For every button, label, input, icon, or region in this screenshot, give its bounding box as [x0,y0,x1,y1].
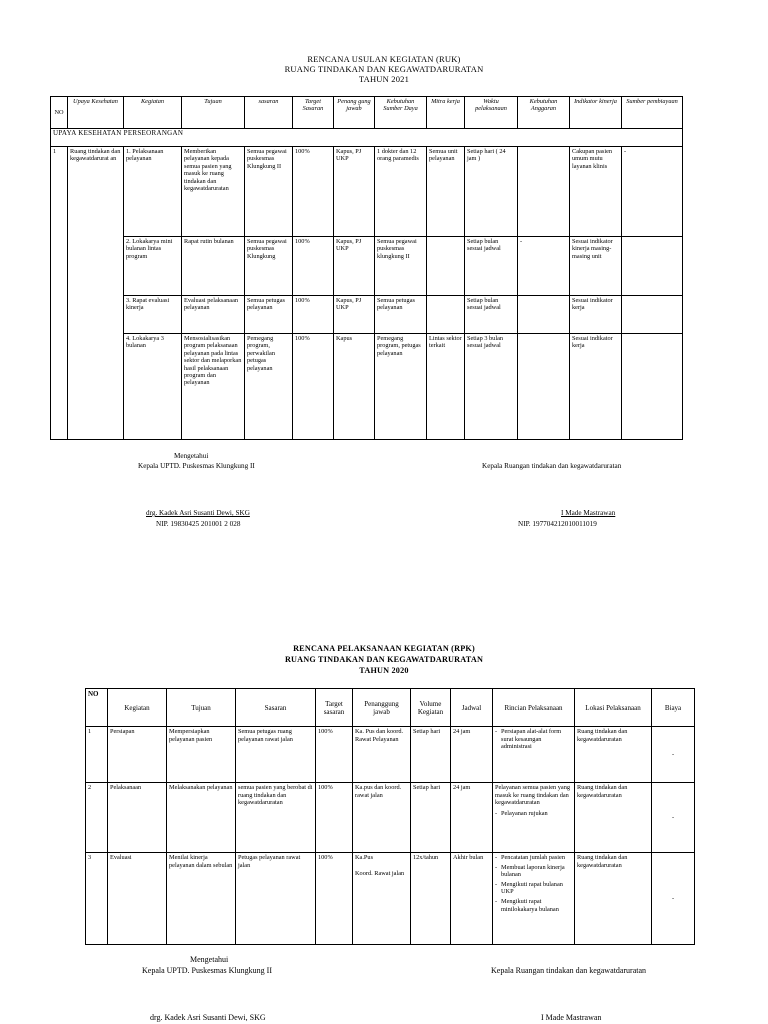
list-item: - Mengikuti rapat bulanan UKP [501,881,572,896]
ruk-cell-tujuan: Memberikan pelayanan kepada semua pasien yang masuk ke ruang tindakan dan kegawatdaruratan [182,147,245,237]
rpk-header-volume: Volume Kegiatan [411,689,451,727]
rpk-header-kegiatan: Kegiatan [108,689,167,727]
ruk-cell-kegiatan: 2. Lokakarya mini bulanan lintas program [124,237,182,296]
rpk-cell-biaya: - [652,727,695,783]
rpk-cell-pj [353,853,411,945]
rpk-cell-kegiatan: Evaluasi [108,853,167,945]
rpk-table [85,688,695,945]
ruk-cell-tujuan: Rapat rutin bulanan [182,237,245,296]
rpk-cell-no: 3 [86,853,108,945]
rpk-cell-tujuan: Melaksanakan pelayanan [167,783,236,853]
ruk-cell-anggaran [518,334,570,440]
ruk-cell-mitra [427,237,465,296]
ruk-header-sasaran: sasaran [245,97,293,129]
ruk-cell-mitra [427,296,465,334]
ruk-upaya: Ruang tindakan dan kegawatdarurat an [68,147,124,440]
ruk-left-nip: NIP. 19830425 201001 2 028 [156,520,241,528]
ruk-right-name: I Made Mastrawan [561,509,616,517]
ruk-cell-pembiayaan: - [622,147,683,237]
rpk-header-sasaran: Sasaran [236,689,316,727]
rpk-title-line3: TAHUN 2020 [359,666,409,675]
ruk-left-title: Kepala UPTD. Puskesmas Klungkung II [138,462,255,470]
rpk-right-title: Kepala Ruangan tindakan dan kegawatdaruratan [491,966,647,975]
rpk-title-line1: RENCANA PELAKSANAAN KEGIATAN (RPK) [293,644,475,653]
ruk-cell-target: 100% [293,296,334,334]
rpk-right-name: I Made Mastrawan [541,1013,602,1022]
rpk-pj-line1: Ka.Pus [355,854,374,861]
ruk-cell-waktu: Setiap hari ( 24 jam ) [465,147,518,237]
ruk-cell-indikator: Sesuai indikator kerja [570,296,622,334]
rpk-header-no: NO [86,689,108,727]
table-row [86,783,695,853]
ruk-cell-tujuan: Evaluasi pelaksanaan pelayanan [182,296,245,334]
ruk-cell-pj: Kapus, PJ UKP [334,237,375,296]
ruk-cell-sasaran: Pemegang program, perwakilan petugas pelayanan [245,334,293,440]
ruk-cell-waktu: Setiap bulan sesuai jadwal [465,296,518,334]
ruk-right-nip: NIP. 197704212010011019 [518,520,597,528]
ruk-title-line2: RUANG TINDAKAN DAN KEGAWATDARURATAN [284,64,484,74]
rpk-mengetahui: Mengetahui [190,955,229,964]
list-item: - Membuat laporan kinerja bulanan [501,864,572,879]
ruk-right-title: Kepala Ruangan tindakan dan kegawatdaruratan [482,462,622,470]
ruk-cell-mitra: Semua unit pelayanan [427,147,465,237]
rpk-cell-lokasi: Ruang tindakan dan kegawatdaruratan [575,783,652,853]
list-item: - Pencatatan jumlah pasien [501,854,572,862]
ruk-cell-pj: Kapus, PJ UKP [334,147,375,237]
rpk-cell-lokasi: Ruang tindakan dan kegawatdaruratan [575,727,652,783]
ruk-title-line1: RENCANA USULAN KEGIATAN (RUK) [307,54,461,64]
rpk-cell-no: 2 [86,783,108,853]
rpk-cell-rincian [493,783,575,853]
ruk-header-tujuan: Tujuan [182,97,245,129]
rpk-cell-target: 100% [316,783,353,853]
ruk-cell-pj: Kapus, PJ UKP [334,296,375,334]
rpk-cell-sasaran: Petugas pelayanan rawat jalan [236,853,316,945]
rpk-header-rincian: Rincian Pelaksanaan [493,689,575,727]
rpk-cell-kegiatan: Persiapan [108,727,167,783]
rpk-cell-tujuan: Mempersiapkan pelayanan pasien [167,727,236,783]
rpk-cell-sasaran: semua pasien yang berobat di ruang tindakan dan kegawatdaruratan [236,783,316,853]
ruk-cell-pembiayaan [622,334,683,440]
ruk-section-label: UPAYA KESEHATAN PERSEORANGAN [51,129,683,147]
ruk-cell-sumber: Semua petugas pelayanan [375,296,427,334]
rpk-cell-no: 1 [86,727,108,783]
rpk-cell-target: 100% [316,727,353,783]
ruk-cell-indikator: Sesuai indikator kerja [570,334,622,440]
ruk-cell-mitra: Lintas sektor terkait [427,334,465,440]
ruk-cell-sumber: Semua pegawai puskesmas klungkung II [375,237,427,296]
ruk-cell-kegiatan: 3. Rapat evaluasi kinerja [124,296,182,334]
list-item: - Persiapan alat-alat form surat kesaungan administrasi [501,728,572,751]
rpk-cell-rincian [493,853,575,945]
rpk-left-title: Kepala UPTD. Puskesmas Klungkung II [142,966,272,975]
ruk-header-pj: Penang gung jawab [334,97,375,129]
ruk-cell-tujuan: Mensosialisasikan program pelaksanaan pelayanan pada lintas sektor dan melaporkan hasil pelaksanaan program dan pelayanan [182,334,245,440]
ruk-cell-kegiatan: 1. Pelaksanaan pelayanan [124,147,182,237]
rpk-cell-tujuan: Menilai kinerja pelayanan dalam sebulan [167,853,236,945]
ruk-header-no: NO [51,97,68,129]
ruk-section-row [51,129,683,147]
rpk-rincian-list [495,810,572,818]
rpk-cell-volume: 12x/tahun [411,853,451,945]
rpk-rincian-list [495,854,572,913]
ruk-cell-target: 100% [293,147,334,237]
rpk-header-pj: Penanggung jawab [353,689,411,727]
ruk-cell-sumber: 1 dokter dan 12 orang paramedis [375,147,427,237]
ruk-header-sumber-daya: Kebutuhan Sumber Daya [375,97,427,129]
table-row [51,334,683,440]
rpk-cell-pj: Ka.pus dan koord. rawat jalan [353,783,411,853]
rpk-cell-biaya: - [652,783,695,853]
ruk-cell-sumber: Pemegang program, petugas pelayanan [375,334,427,440]
ruk-header-upaya: Upaya Kesehatan [68,97,124,129]
ruk-header-indikator: Indikator kinerja [570,97,622,129]
ruk-header-mitra: Mitra kerja [427,97,465,129]
rpk-header-jadwal: Jadwal [451,689,493,727]
rpk-rincian-list [495,728,572,751]
ruk-header-target: Target Sasaran [293,97,334,129]
rpk-cell-target: 100% [316,853,353,945]
rpk-cell-rincian [493,727,575,783]
rpk-header-biaya: Biaya [652,689,695,727]
ruk-header-pembiayaan: Sumber pembiayaan [622,97,683,129]
ruk-cell-sasaran: Semua pegawai puskesmas Klungkung II [245,147,293,237]
rpk-cell-biaya: - [652,853,695,945]
ruk-left-name: drg. Kadek Asri Susanti Dewi, SKG [146,509,250,517]
rpk-title-line2: RUANG TINDAKAN DAN KEGAWATDARURATAN [284,655,484,664]
list-item: - Pelayanan rujukan [501,810,572,818]
table-row [51,296,683,334]
ruk-cell-sasaran: Semua pegawai puskesmas Klungkung [245,237,293,296]
rpk-cell-kegiatan: Pelaksanaan [108,783,167,853]
ruk-cell-indikator: Cakupan pasien umum mutu layanan klinis [570,147,622,237]
ruk-title-line3: TAHUN 2021 [358,74,410,84]
ruk-cell-waktu: Setiap bulan sesuai jadwal [465,237,518,296]
rpk-cell-volume: Setiap hari [411,783,451,853]
ruk-cell-target: 100% [293,334,334,440]
rpk-left-name: drg. Kadek Asri Susanti Dewi, SKG [150,1013,266,1022]
rpk-header-tujuan: Tujuan [167,689,236,727]
ruk-cell-anggaran [518,147,570,237]
ruk-cell-kegiatan: 4. Lokakarya 3 bulanan [124,334,182,440]
list-item: - Mengikuti rapat minilokakarya bulanan [501,898,572,913]
ruk-cell-pembiayaan [622,296,683,334]
rpk-cell-jadwal: Akhir bulan [451,853,493,945]
rpk-header-lokasi: Lokasi Pelaksanaan [575,689,652,727]
ruk-cell-anggaran: - [518,237,570,296]
rpk-cell-pj: Ka. Pus dan koord. Rawat Pelayanan [353,727,411,783]
ruk-cell-pembiayaan [622,237,683,296]
ruk-cell-target: 100% [293,237,334,296]
ruk-header-anggaran: Kebutuhan Anggaran [518,97,570,129]
rpk-rincian-text: Pelayanan semua pasien yang masuk ke ruang tindakan dan kegawatdaruratan [495,784,571,807]
rpk-header-target: Target sasaran [316,689,353,727]
ruk-header-row [51,97,683,129]
table-row [86,853,695,945]
ruk-no: 1 [51,147,68,440]
table-row [51,147,683,237]
ruk-header-waktu: Waktu pelaksanaan [465,97,518,129]
ruk-header-kegiatan: Kegiatan [124,97,182,129]
rpk-cell-jadwal: 24 jam [451,783,493,853]
table-row [51,237,683,296]
rpk-cell-volume: Setiap hari [411,727,451,783]
rpk-cell-jadwal: 24 jam [451,727,493,783]
ruk-table [50,96,683,440]
ruk-cell-sasaran: Semua petugas pelayanan [245,296,293,334]
ruk-mengetahui: Mengetahui [174,452,209,460]
ruk-cell-indikator: Sesuai indikator kinerja masing-masing unit [570,237,622,296]
rpk-cell-sasaran: Semua petugas ruang pelayanan rawat jalan [236,727,316,783]
rpk-header-row [86,689,695,727]
table-row [86,727,695,783]
rpk-pj-line2: Koord. Rawat jalan [355,869,405,877]
rpk-cell-lokasi: Ruang tindakan dan kegawatdaruratan [575,853,652,945]
ruk-cell-pj: Kapus [334,334,375,440]
ruk-cell-waktu: Setiap 3 bulan sesuai jadwal [465,334,518,440]
ruk-cell-anggaran [518,296,570,334]
